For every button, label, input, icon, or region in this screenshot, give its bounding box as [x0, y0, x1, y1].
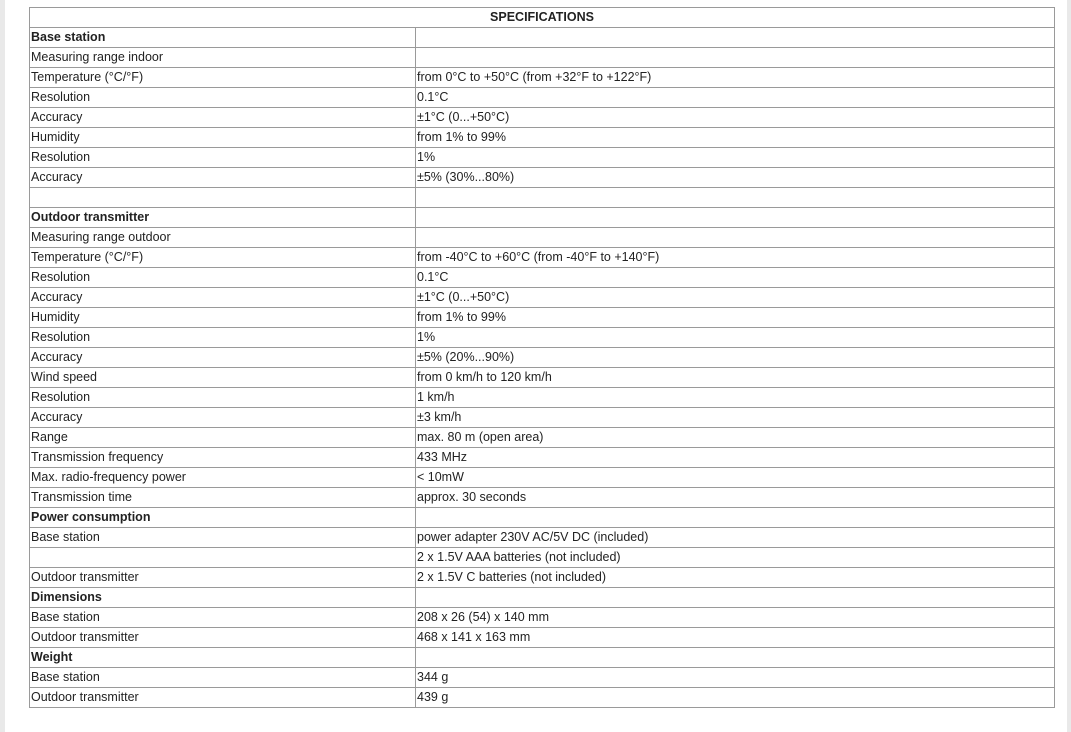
section-title: Power consumption [30, 508, 416, 528]
spec-value: 1% [416, 328, 1055, 348]
spec-value [416, 588, 1055, 608]
spec-label: Measuring range indoor [30, 48, 416, 68]
specifications-table [29, 7, 1055, 708]
spec-value: 2 x 1.5V C batteries (not included) [416, 568, 1055, 588]
spec-value: 468 x 141 x 163 mm [416, 628, 1055, 648]
section-title: Base station [30, 28, 416, 48]
table-body [30, 28, 1055, 708]
table-row [30, 128, 1055, 148]
table-row [30, 628, 1055, 648]
table-row [30, 328, 1055, 348]
table-row [30, 108, 1055, 128]
table-row [30, 488, 1055, 508]
section-title: Weight [30, 648, 416, 668]
spec-label: Range [30, 428, 416, 448]
table-row [30, 368, 1055, 388]
spec-label: Resolution [30, 88, 416, 108]
table-row [30, 268, 1055, 288]
table-row [30, 288, 1055, 308]
spec-label: Accuracy [30, 288, 416, 308]
spec-label: Humidity [30, 128, 416, 148]
spec-label: Humidity [30, 308, 416, 328]
spec-value: power adapter 230V AC/5V DC (included) [416, 528, 1055, 548]
table-row [30, 468, 1055, 488]
spec-label: Resolution [30, 328, 416, 348]
spec-label [30, 188, 416, 208]
spec-label: Transmission frequency [30, 448, 416, 468]
table-row [30, 448, 1055, 468]
spec-label: Temperature (°C/°F) [30, 68, 416, 88]
table-row [30, 528, 1055, 548]
section-header-row [30, 648, 1055, 668]
table-row [30, 228, 1055, 248]
table-row [30, 308, 1055, 328]
table-row [30, 248, 1055, 268]
table-row [30, 188, 1055, 208]
section-header-row [30, 508, 1055, 528]
spec-label: Base station [30, 608, 416, 628]
table-row [30, 348, 1055, 368]
spec-label: Accuracy [30, 348, 416, 368]
table-row [30, 668, 1055, 688]
spec-label: Accuracy [30, 168, 416, 188]
section-header-row [30, 588, 1055, 608]
spec-value [416, 508, 1055, 528]
spec-value [416, 648, 1055, 668]
spec-value: 433 MHz [416, 448, 1055, 468]
spec-value: max. 80 m (open area) [416, 428, 1055, 448]
table-row [30, 148, 1055, 168]
spec-value: 1 km/h [416, 388, 1055, 408]
table-row [30, 88, 1055, 108]
spec-label: Max. radio-frequency power [30, 468, 416, 488]
spec-label: Measuring range outdoor [30, 228, 416, 248]
spec-value: ±1°C (0...+50°C) [416, 108, 1055, 128]
spec-label: Wind speed [30, 368, 416, 388]
spec-value: 2 x 1.5V AAA batteries (not included) [416, 548, 1055, 568]
section-header-row [30, 208, 1055, 228]
spec-label: Accuracy [30, 408, 416, 428]
spec-label: Outdoor transmitter [30, 688, 416, 708]
spec-label: Temperature (°C/°F) [30, 248, 416, 268]
section-title: Outdoor transmitter [30, 208, 416, 228]
spec-value [416, 208, 1055, 228]
spec-label: Base station [30, 668, 416, 688]
spec-value: from 1% to 99% [416, 308, 1055, 328]
spec-value: from 0°C to +50°C (from +32°F to +122°F) [416, 68, 1055, 88]
section-header-row [30, 28, 1055, 48]
spec-value: from 1% to 99% [416, 128, 1055, 148]
table-row [30, 68, 1055, 88]
spec-value [416, 228, 1055, 248]
spec-label [30, 548, 416, 568]
table-row [30, 48, 1055, 68]
table-row [30, 408, 1055, 428]
spec-label: Resolution [30, 268, 416, 288]
table-row [30, 388, 1055, 408]
spec-label: Outdoor transmitter [30, 568, 416, 588]
table-header-row [30, 8, 1055, 28]
spec-label: Outdoor transmitter [30, 628, 416, 648]
spec-label: Transmission time [30, 488, 416, 508]
table-row [30, 428, 1055, 448]
spec-value: ±5% (30%...80%) [416, 168, 1055, 188]
spec-value: from 0 km/h to 120 km/h [416, 368, 1055, 388]
spec-value: 439 g [416, 688, 1055, 708]
spec-value: < 10mW [416, 468, 1055, 488]
page-background [5, 0, 1067, 732]
spec-value [416, 28, 1055, 48]
table-row [30, 168, 1055, 188]
spec-value: ±1°C (0...+50°C) [416, 288, 1055, 308]
spec-label: Accuracy [30, 108, 416, 128]
table-row [30, 568, 1055, 588]
spec-label: Base station [30, 528, 416, 548]
table-row [30, 688, 1055, 708]
spec-value: 1% [416, 148, 1055, 168]
spec-value [416, 48, 1055, 68]
table-row [30, 548, 1055, 568]
spec-value: approx. 30 seconds [416, 488, 1055, 508]
spec-label: Resolution [30, 148, 416, 168]
spec-value: 0.1°C [416, 88, 1055, 108]
section-title: Dimensions [30, 588, 416, 608]
table-title: SPECIFICATIONS [30, 8, 1055, 28]
spec-label: Resolution [30, 388, 416, 408]
spec-value [416, 188, 1055, 208]
spec-value: ±3 km/h [416, 408, 1055, 428]
spec-value: 0.1°C [416, 268, 1055, 288]
spec-value: from -40°C to +60°C (from -40°F to +140°F) [416, 248, 1055, 268]
spec-value: 208 x 26 (54) x 140 mm [416, 608, 1055, 628]
spec-value: 344 g [416, 668, 1055, 688]
table-row [30, 608, 1055, 628]
spec-value: ±5% (20%...90%) [416, 348, 1055, 368]
